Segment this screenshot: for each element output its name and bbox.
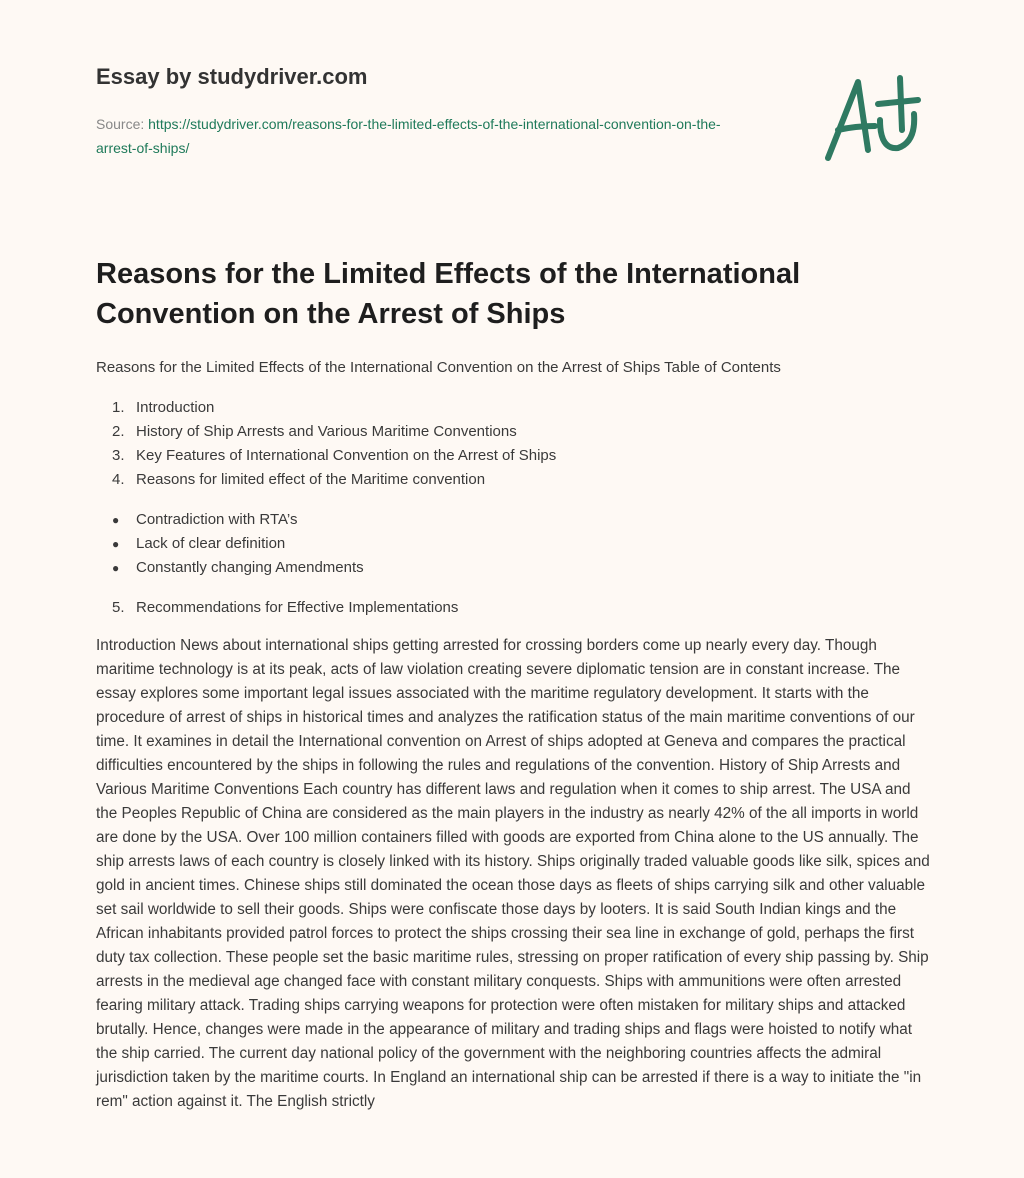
toc-number: 2. xyxy=(112,423,125,440)
table-of-contents-continued xyxy=(112,596,458,620)
toc-item[interactable] xyxy=(112,396,556,420)
article-title: Reasons for the Limited Effects of the International Convention on the Arrest of Ships xyxy=(96,258,801,330)
bullet-icon: ● xyxy=(112,513,120,527)
table-of-contents xyxy=(112,396,556,492)
toc-sub-item[interactable] xyxy=(112,556,364,580)
toc-sub-list xyxy=(112,508,364,580)
toc-item[interactable] xyxy=(112,596,458,620)
toc-item[interactable] xyxy=(112,444,556,468)
toc-label: Recommendations for Effective Implementations xyxy=(136,599,459,616)
toc-number: 3. xyxy=(112,447,125,464)
a-plus-logo xyxy=(820,70,930,165)
source-link[interactable]: https://studydriver.com/reasons-for-the-limited-effects-of-the-international-convention-on-the-arrest-of-ships/ xyxy=(96,116,721,156)
toc-label: Lack of clear definition xyxy=(136,535,286,552)
toc-item[interactable] xyxy=(112,420,556,444)
toc-sub-item[interactable] xyxy=(112,508,364,532)
toc-item[interactable] xyxy=(112,468,556,492)
toc-number: 1. xyxy=(112,399,125,416)
toc-number: 4. xyxy=(112,471,125,488)
toc-label: Reasons for limited effect of the Maritime convention xyxy=(136,471,486,488)
toc-label: History of Ship Arrests and Various Maritime Conventions xyxy=(136,423,517,440)
toc-sub-item[interactable] xyxy=(112,532,364,556)
site-brand: Essay by studydriver.com xyxy=(96,64,368,89)
toc-label: Key Features of International Convention on the Arrest of Ships xyxy=(136,447,557,464)
source-line xyxy=(96,112,736,160)
toc-number: 5. xyxy=(112,599,125,616)
toc-label: Introduction xyxy=(136,399,215,416)
toc-intro: Reasons for the Limited Effects of the International Convention on the Arrest of Ships Table of Contents xyxy=(96,359,781,376)
article-body: Introduction News about international ships getting arrested for crossing borders come up nearly every day. Though maritime technology is at its peak, acts of law violation creating severe diplomatic tension are in constant increase. The essay explores some important legal issues associated with the maritime regulatory development. It starts with the procedure of arrest of ships in historical times and analyzes the ratification status of the main maritime conventions of our time. It examines in detail the International convention on Arrest of ships adopted at Geneva and compares the practical difficulties encountered by the ships in following the rules and regulations of the convention. History of Ship Arrests and Various Maritime Conventions Each country has different laws and regulation when it comes to ship arrest. The USA and the Peoples Republic of China are considered as the main players in the industry as nearly 42% of the all imports in world are done by the USA. Over 100 million containers filled with goods are exported from China alone to the US annually. The ship arrests laws of each country is closely linked with its history. Ships originally traded valuable goods like silk, spices and gold in ancient times. Chinese ships still dominated the ocean those days as fleets of ships carrying silk and other valuable set sail worldwide to sell their goods. Ships were confiscate those days by looters. It is said South Indian kings and the African inhabitants provided patrol forces to protect the ships crossing their sea line in exchange of gold, perhaps the first duty tax collection. These people set the basic maritime rules, stressing on proper ratification of every ship passing by. Ship arrests in the medieval age changed face with constant military conquests. Ships with ammunitions were often arrested fearing military attack. Trading ships carrying weapons for protection were often mistaken for military ships and attacked brutally. Hence, changes were made in the appearance of military and trading ships and flags were hoisted to notify what the ship carried. The current day national policy of the government with the neighboring countries affects the admiral jurisdiction taken by the maritime courts. In England an international ship can be arrested if there is a way to initiate the "in rem" action against it. The English strictly xyxy=(96,637,930,1110)
toc-label: Constantly changing Amendments xyxy=(136,559,364,576)
bullet-icon: ● xyxy=(112,537,120,551)
source-label: Source: xyxy=(96,116,145,132)
toc-label: Contradiction with RTA’s xyxy=(136,511,298,528)
bullet-icon: ● xyxy=(112,561,120,575)
